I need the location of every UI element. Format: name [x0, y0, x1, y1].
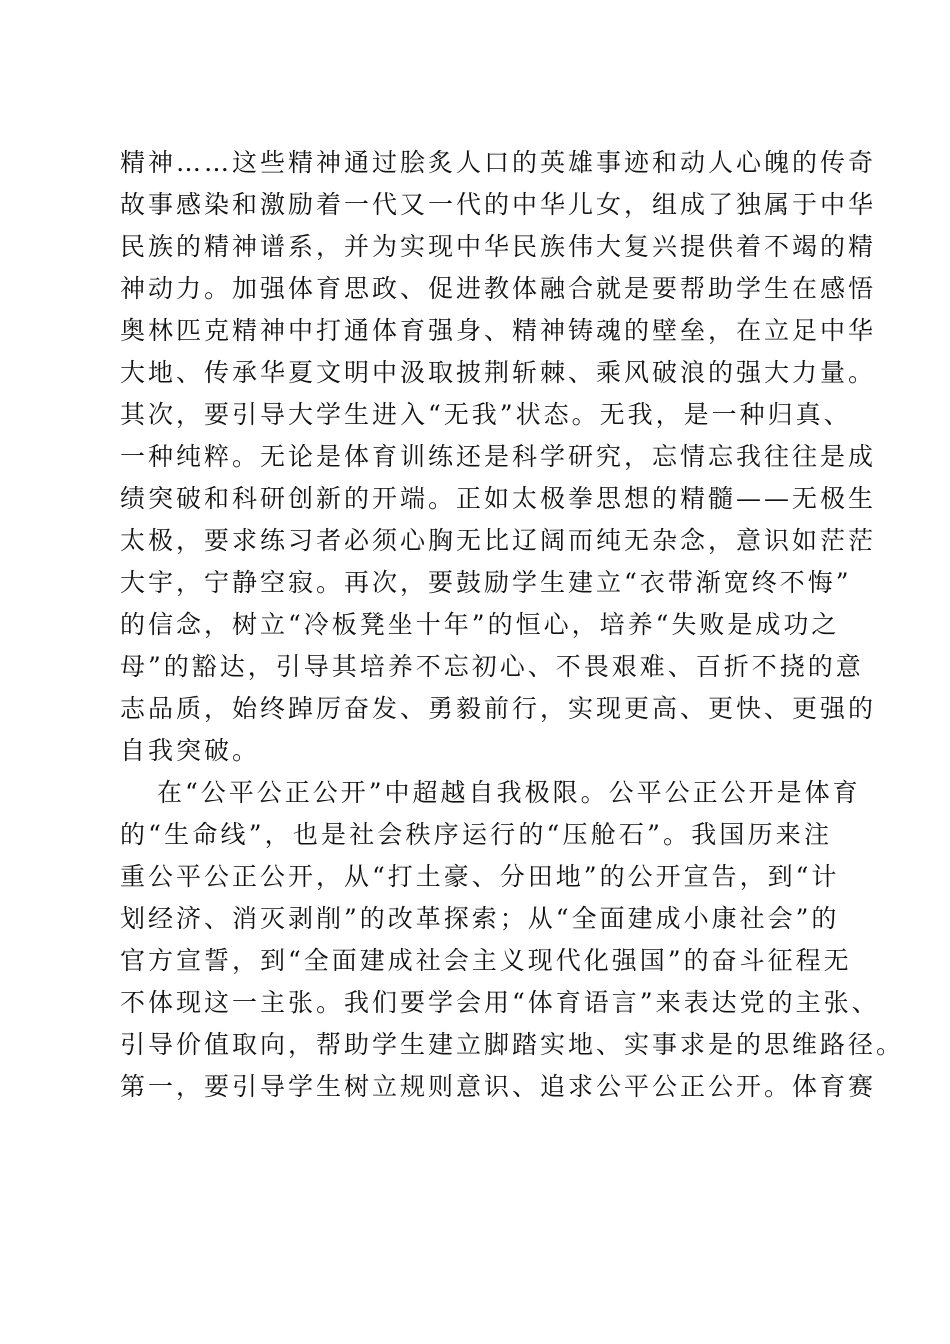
text-line: 第一，要引导学生树立规则意识、追求公平公正公开。体育赛	[120, 1072, 877, 1101]
text-line: 重公平公正公开，从“打土豪、分田地”的公开宣告，到“计	[120, 862, 840, 891]
text-line: 的“生命线”，也是社会秩序运行的“压舱石”。我国历来注	[120, 820, 832, 849]
text-line: 划经济、消灭剥削”的改革探索；从“全面建成小康社会”的	[120, 904, 840, 933]
text-line: 绩突破和科研创新的开端。正如太极拳思想的精髓——无极生	[120, 484, 877, 513]
text-line: 志品质，始终踔厉奋发、勇毅前行，实现更高、更快、更强的	[120, 694, 877, 723]
text-line: 官方宣誓，到“全面建成社会主义现代化强国”的奋斗征程无	[120, 946, 852, 975]
text-line: 民族的精神谱系，并为实现中华民族伟大复兴提供着不竭的精	[120, 232, 877, 261]
text-line: 故事感染和激励着一代又一代的中华儿女，组成了独属于中华	[120, 190, 877, 219]
text-line: 一种纯粹。无论是体育训练还是科学研究，忘情忘我往往是成	[120, 442, 877, 471]
text-line: 不体现这一主张。我们要学会用“体育语言”来表达党的主张、	[120, 988, 880, 1017]
paragraph-start-line: 在“公平公正公开”中超越自我极限。公平公正公开是体育	[157, 778, 861, 807]
text-line: 奥林匹克精神中打通体育强身、精神铸魂的壁垒，在立足中华	[120, 316, 877, 345]
text-line: 神动力。加强体育思政、促进教体融合就是要帮助学生在感悟	[120, 274, 877, 303]
paragraph-end-line: 自我突破。	[120, 736, 261, 765]
text-line: 大宇，宁静空寂。再次，要鼓励学生建立“衣带渐宽终不悔”	[120, 568, 852, 597]
text-line: 引导价值取向，帮助学生建立脚踏实地、实事求是的思维路径。	[120, 1030, 905, 1059]
text-line: 太极，要求练习者必须心胸无比辽阔而纯无杂念，意识如茫茫	[120, 526, 877, 555]
text-line: 大地、传承华夏文明中汲取披荆斩棘、乘风破浪的强大力量。	[120, 358, 877, 387]
text-line: 其次，要引导大学生进入“无我”状态。无我，是一种归真、	[120, 400, 852, 429]
text-line: 的信念，树立“冷板凳坐十年”的恒心，培养“失败是成功之	[120, 610, 840, 639]
text-line: 精神……这些精神通过脍炙人口的英雄事迹和动人心魄的传奇	[120, 148, 877, 177]
body-text	[120, 142, 905, 1108]
text-line: 母”的豁达，引导其培养不忘初心、不畏艰难、百折不挠的意	[120, 652, 864, 681]
